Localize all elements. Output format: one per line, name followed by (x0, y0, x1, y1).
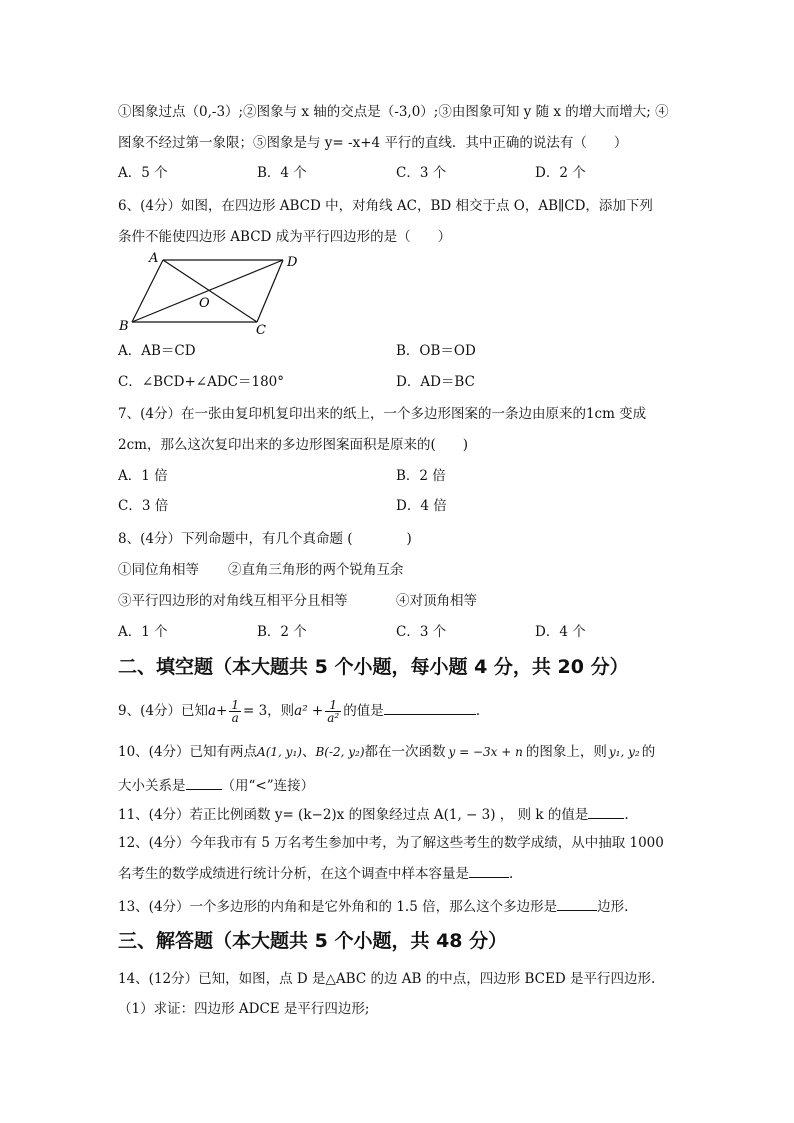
q5-option-a: A．5 个 (118, 165, 168, 181)
q13 (118, 896, 628, 917)
q8-option-d: D．4 个 (535, 624, 586, 640)
q5-option-c: C．3 个 (396, 165, 447, 181)
q8-prop-1: ①同位角相等 (118, 562, 199, 578)
q6-line1: 6、(4分）如图，在四边形 ABCD 中，对角线 AC，BD 相交于点 O，AB∥CD，添加下列 (118, 198, 653, 214)
q12-end: . (509, 866, 514, 882)
q6-option-a: A．AB＝CD (118, 343, 196, 359)
q7-option-d: D．4 倍 (396, 498, 447, 514)
q5-line1: ①图象过点（0,-3）;②图象与 x 轴的交点是（-3,0）;③由图象可知 y 随 x 的增大而增大; ④ (118, 104, 669, 120)
q13-answer-blank[interactable] (557, 896, 597, 911)
q8-prop-3: ③平行四边形的对角线互相平分且相等 (118, 593, 348, 609)
q13-prefix: 13、(4分）一个多边形的内角和是它外角和的 1.5 倍，那么这个多边形是 (118, 899, 558, 915)
q8-prop-2: ②直角三角形的两个锐角互余 (228, 562, 404, 578)
diagonal-ac (163, 260, 257, 322)
q10-end: 的 (641, 744, 656, 760)
q11 (118, 804, 629, 825)
q7-line2: 2cm，那么这次复印出来的多边形图案面积是原来的( ) (118, 437, 468, 453)
q7-option-c: C．3 倍 (118, 498, 169, 514)
q8-option-a: A．1 个 (118, 624, 168, 640)
q10-prefix: 10、(4分）已知有两点 (118, 744, 258, 760)
q14-line2: （1）求证：四边形 ADCE 是平行四边形; (118, 1001, 370, 1017)
q5-option-d: D．2 个 (535, 165, 586, 181)
q10-answer-blank[interactable] (186, 775, 222, 790)
q9-answer-blank[interactable] (384, 700, 476, 715)
q11-text: 11、(4分）若正比例函数 y= (k−2)x 的图象经过点 A(1, − 3) ， 则 k 的值是 (118, 807, 589, 823)
q9-var-a: a (207, 703, 217, 719)
q11-answer-blank[interactable] (588, 804, 624, 819)
q10-line2 (118, 775, 314, 796)
q12-answer-blank[interactable] (469, 863, 509, 878)
q9-suffix: 的值是 (343, 703, 384, 719)
q9-expr2: a² + (294, 703, 324, 719)
q7-option-b: B．2 倍 (396, 468, 446, 484)
q10-line2-suffix: （用“<”连接） (221, 778, 315, 794)
q8-line1: 8、(4分）下列命题中，有几个真命题 ( ) (118, 531, 412, 547)
q9-end: . (475, 703, 481, 719)
q10-line2-prefix: 大小关系是 (118, 778, 186, 794)
q10-mid2: 的图象上，则 (525, 744, 607, 760)
q6-option-c: C．∠BCD+∠ADC＝180° (118, 374, 285, 390)
q12-line2 (118, 863, 513, 884)
q9-prefix: 9、(4分）已知 (118, 703, 208, 719)
q10-point-b: B(-2, y₂) (315, 745, 365, 759)
q6-line2: 条件不能使四边形 ABCD 成为平行四边形的是（ ） (118, 229, 452, 245)
q13-suffix: 边形. (597, 899, 629, 915)
q9-mid: ，则 (267, 703, 295, 719)
q10-function: y = −3x + n (448, 745, 523, 759)
q9-fraction-1: $\frac{1}{a}$ (231, 698, 239, 725)
q9-fraction-2: $\frac{1}{\text{a²}}$ (327, 698, 340, 725)
section-3-title: 三、解答题（本大题共 5 个小题，共 48 分） (118, 930, 508, 952)
q10-line1 (118, 738, 655, 766)
q10-point-a: A(1, y₁) (257, 745, 302, 759)
q6-option-d: D．AD＝BC (396, 374, 475, 390)
q10-mid: 都在一次函数 (364, 744, 446, 760)
q6-option-b: B．OB＝OD (396, 343, 476, 359)
q14-line1: 14、(12分）已知，如图，点 D 是△ABC 的边 AB 的中点，四边形 BCED 是平行四边形. (118, 971, 656, 987)
edge-ab (132, 260, 163, 322)
q10-vars: y₁, y₂ (608, 745, 640, 759)
q8-prop-4: ④对顶角相等 (396, 593, 477, 609)
q10-sep: 、 (301, 744, 316, 760)
q5-line2: 图象不经过第一象限；⑤图象是与 y= -x+4 平行的直线．其中正确的说法有（ ） (118, 135, 628, 151)
label-d: D (287, 255, 298, 270)
q9 (118, 696, 480, 726)
q9-plus: + (216, 703, 228, 719)
q8-option-c: C．3 个 (396, 624, 447, 640)
section-2-title: 二、填空题（本大题共 5 个小题，每小题 4 分，共 20 分） (118, 656, 629, 678)
label-a: A (149, 251, 159, 266)
q11-end: . (624, 807, 629, 823)
q9-equals: = 3 (242, 703, 268, 719)
q5-option-b: B．4 个 (257, 165, 307, 181)
label-c: C (256, 323, 266, 336)
q8-option-b: B．2 个 (257, 624, 307, 640)
parallelogram-figure (115, 248, 305, 336)
q12-line1: 12、(4分）今年我市有 5 万名考生参加中考，为了解这些考生的数学成绩，从中抽取 1000 (118, 835, 664, 851)
label-o: O (199, 296, 210, 311)
q7-line1: 7、(4分）在一张由复印机复印出来的纸上，一个多边形图案的一条边由原来的1cm 变成 (118, 406, 647, 422)
q12-line2-prefix: 名考生的数学成绩进行统计分析，在这个调查中样本容量是 (118, 866, 469, 882)
q7-option-a: A．1 倍 (118, 468, 168, 484)
label-b: B (119, 319, 129, 334)
